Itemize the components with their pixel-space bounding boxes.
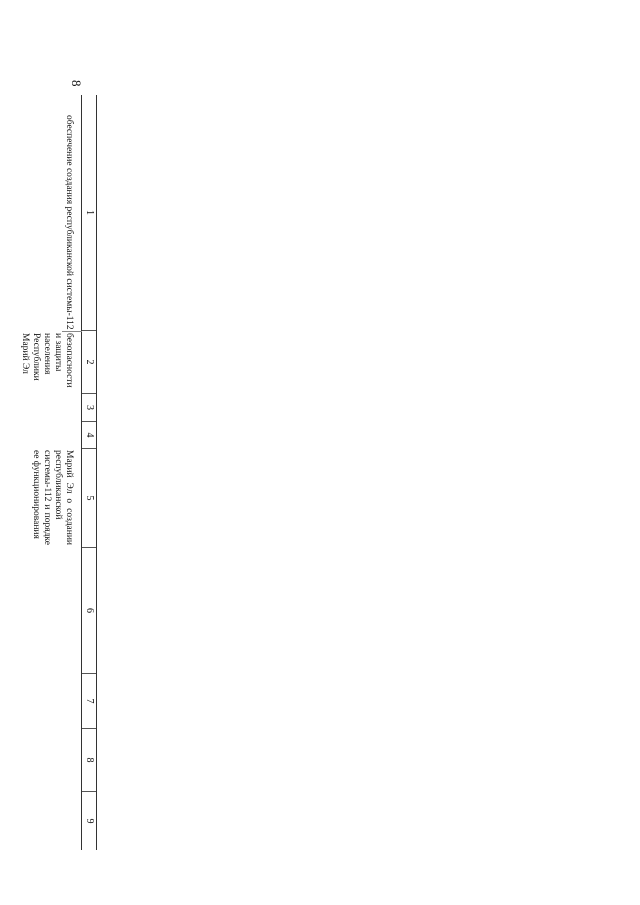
page-number: 8: [69, 80, 84, 87]
header-col-1: 1: [82, 95, 96, 331]
data-table: [0, 95, 97, 850]
table-header-row: [81, 95, 96, 850]
row-1-col-1: обеспечение создания республиканской системы-112: [64, 115, 74, 330]
header-col-9: 9: [84, 818, 95, 824]
header-col-6: 6: [82, 548, 96, 674]
header-col-5: 5: [82, 449, 96, 548]
header-col-3: 3: [82, 394, 96, 422]
header-col-7: 7: [82, 674, 96, 729]
header-col-2: 2: [82, 331, 96, 394]
row-1-col-2: безопасности и защиты населения Республики Марий Эл: [20, 333, 74, 388]
row-1-col-5: Марий Эл о создании республиканской системы-112 и порядке ее функционирования: [31, 450, 74, 545]
table-row: [8, 95, 78, 850]
header-col-8: 8: [82, 729, 96, 792]
header-col-4: 4: [82, 422, 96, 449]
